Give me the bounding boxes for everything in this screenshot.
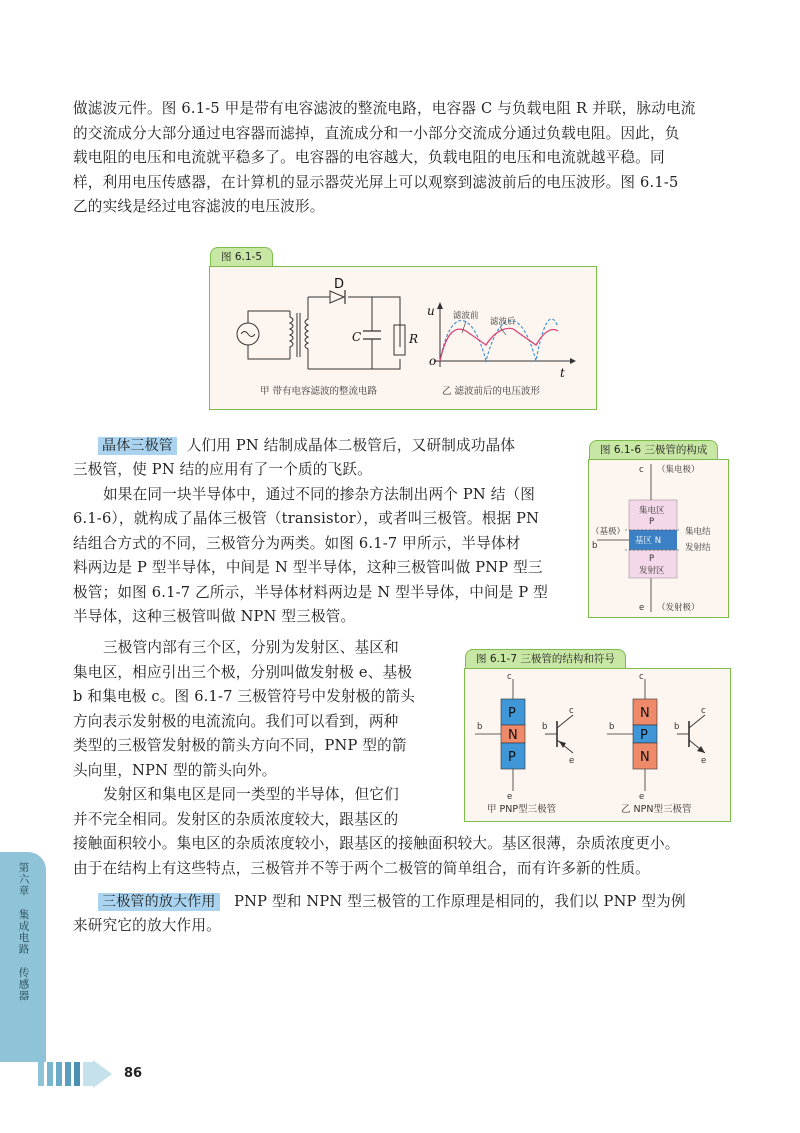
pin-c: c [569,706,574,716]
text-line: 三极管内部有三个区，分别为发射区、基区和 [103,639,399,656]
caption-right: 乙 滤波前后的电压波形 [442,386,541,397]
text-line: 半导体，这种三极管叫做 NPN 型三极管。 [73,608,356,625]
text-line: 头向里，NPN 型的箭头向外。 [73,761,277,779]
chapter-label [6,862,40,1001]
base-region: 基区 N [635,536,662,546]
section-transistor [98,434,568,459]
paragraph-top [73,97,733,220]
text-line: 人们用 PN 结制成晶体二极管后，又研制成功晶体 [186,437,516,454]
pin-e: e [639,792,645,802]
pin-b: b [609,722,615,732]
collector-junction: 集电结 [685,527,711,537]
capacitor-label: C [352,330,362,344]
text-line: 方向表示发射极的电流流向。我们可以看到，两种 [73,712,399,730]
section-amplification [98,890,748,915]
chapter-title: 集成电路 [17,908,30,955]
base-pole: （基极） [591,527,626,537]
text-line: 由于在结构上有这些特点，三极管并不等于两个二极管的简单组合，而有许多新的性质。 [73,859,650,877]
figure-6-1-6 [588,459,729,618]
region-p: P [649,554,655,564]
region-n: N [508,728,518,743]
text-line: PNP 型和 NPN 型三极管的工作原理是相同的，我们以 PNP 型为例 [234,893,686,910]
figure-tab: 图 6.1-5 [210,247,273,267]
text-line: 载电阻的电压和电流就平稳多了。电容器的电容越大，负载电阻的电压和电流就越平稳。同 [73,149,665,166]
text-line: 类型的三极管发射极的箭头方向不同，PNP 型的箭 [73,737,407,754]
axis-origin: o [429,354,437,368]
section-amplification-body [73,914,723,939]
caption-left: 甲 带有电容滤波的整流电路 [260,386,378,397]
text-line: 发射区和集电区是同一类型的半导体，但它们 [103,786,399,803]
region-n: N [640,706,650,721]
pin-e: e [701,756,707,766]
region-p: P [649,517,655,527]
region-p: P [508,706,516,721]
pin-e: e [639,603,645,613]
pin-c: c [701,706,706,716]
pin-b: b [542,722,548,732]
label-after: 滤波后 [490,317,516,327]
pin-e: e [507,792,513,802]
text-line: b 和集电极 c。图 6.1-7 三极管符号中发射极的箭头 [73,688,415,705]
diode-label: D [334,277,345,292]
transistor-structure-diagram [589,460,728,617]
pin-c: c [507,672,512,682]
text-line: 极管；如图 6.1-7 乙所示，半导体材料两边是 N 型半导体，中间是 P 型 [73,583,549,601]
transistor-symbols-diagram [465,669,730,821]
pin-c: c [639,672,644,682]
page-arrow-decoration [38,1060,118,1088]
pin-b: b [674,722,680,732]
page-number: 86 [124,1066,143,1081]
region-p: P [508,750,516,765]
text-line: 样，利用电压传感器，在计算机的显示器荧光屏上可以观察到滤波前后的电压波形。图 6.1-5 [73,173,679,191]
section-emitter-collector [73,832,743,881]
resistor-label: R [409,332,419,346]
figure-tab: 图 6.1-6 三极管的构成 [589,440,718,460]
pin-b: b [592,541,598,551]
text-line: 6.1-6），就构成了晶体三极管（transistor），或者叫三极管。根据 PN [73,510,540,527]
region-p: P [640,728,648,743]
text-line: 三极管，使 PN 结的应用有了一个质的飞跃。 [73,461,372,478]
chapter-subtitle: 传感器 [17,966,30,1001]
text-line: 集电区，相应引出三个极，分别叫做发射极 e、基极 [73,663,413,681]
emitter-junction: 发射结 [685,543,711,553]
section-heading: 三极管的放大作用 [98,893,220,911]
collector-pole: （集电极） [657,465,700,475]
text-line: 来研究它的放大作用。 [73,917,221,934]
caption-right: 乙 NPN型三极管 [621,804,692,815]
figure-tab: 图 6.1-7 三极管的结构和符号 [465,649,626,669]
text-line: 做滤波元件。图 6.1-5 甲是带有电容滤波的整流电路，电容器 C 与负载电阻 R 并联，脉动电流 [73,100,696,117]
text-line: 接触面积较小。集电区的杂质浓度较小，跟基区的接触面积较大。基区很薄，杂质浓度更小。 [73,835,680,852]
section-heading: 晶体三极管 [98,437,177,455]
section-regions [73,636,453,832]
pin-e: e [569,756,575,766]
text-line: 料两边是 P 型半导体，中间是 N 型半导体，这种三极管叫做 PNP 型三 [73,559,543,576]
emitter-region: 发射区 [639,566,665,576]
pin-c: c [639,465,644,475]
rectifier-circuit-diagram [210,267,596,409]
caption-left: 甲 PNP型三极管 [487,804,557,815]
section-transistor-body [73,458,573,630]
label-before: 滤波前 [453,311,479,321]
pin-b: b [477,722,483,732]
text-line: 的交流成分大部分通过电容器而滤掉，直流成分和一小部分交流成分通过负载电阻。因此，负 [73,124,680,142]
text-line: 并不完全相同。发射区的杂质浓度较大，跟基区的 [73,810,399,828]
text-line: 乙的实线是经过电容滤波的电压波形。 [73,198,325,215]
text-line: 如果在同一块半导体中，通过不同的掺杂方法制出两个 PN 结（图 [103,485,536,503]
axis-t: t [560,366,565,380]
text-line: 结组合方式的不同，三极管分为两类。如图 6.1-7 甲所示，半导体材 [73,534,521,552]
region-n: N [640,750,650,765]
chapter-number: 第六章 [17,862,30,897]
axis-u: u [427,304,435,318]
figure-6-1-5 [209,266,597,410]
emitter-pole: （发射极） [657,603,700,613]
collector-region: 集电区 [639,506,665,516]
figure-6-1-7 [464,668,731,822]
